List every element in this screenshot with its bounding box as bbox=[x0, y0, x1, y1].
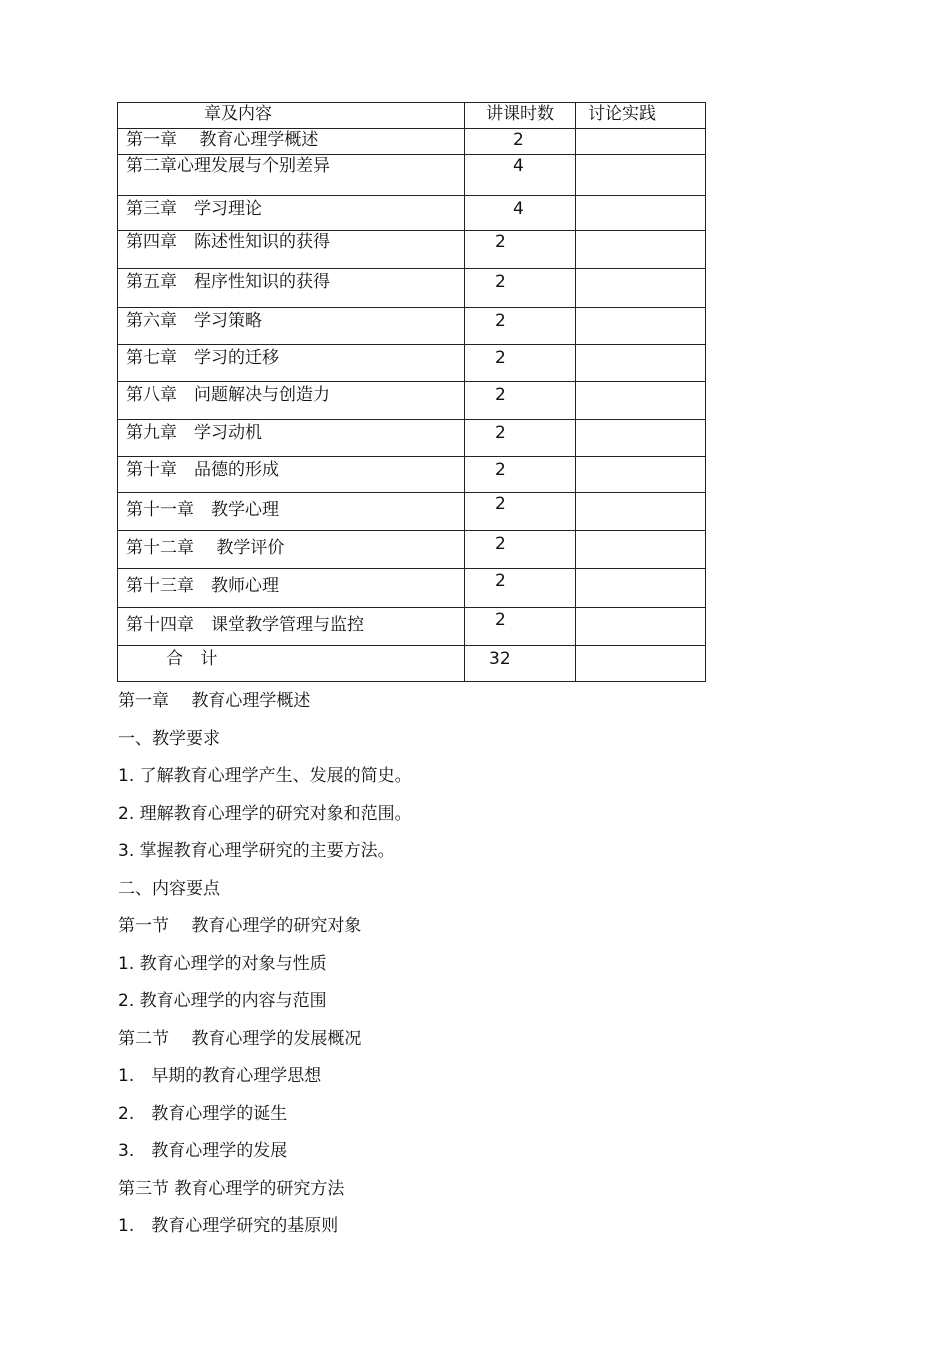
section-heading: 一、教学要求 bbox=[118, 728, 220, 749]
hours-cell: 2 bbox=[465, 129, 576, 155]
table-row bbox=[118, 493, 706, 531]
list-item: 3. 掌握教育心理学研究的主要方法。 bbox=[118, 841, 395, 861]
hours-cell: 2 bbox=[465, 345, 576, 382]
chapter-heading: 第一章 教育心理学概述 bbox=[118, 691, 311, 711]
practice-cell bbox=[576, 308, 706, 345]
total-label: 合 计 bbox=[118, 646, 465, 682]
practice-cell bbox=[576, 155, 706, 196]
header-hours: 讲课时数 bbox=[465, 103, 576, 129]
hours-cell: 2 bbox=[465, 420, 576, 457]
chapter-cell: 第八章 问题解决与创造力 bbox=[118, 382, 465, 420]
chapter-outline bbox=[118, 688, 818, 1251]
subsection-heading: 第三节 教育心理学的研究方法 bbox=[118, 1178, 345, 1199]
table-row bbox=[118, 420, 706, 457]
chapter-cell: 第十四章 课堂教学管理与监控 bbox=[118, 608, 465, 646]
hours-cell: 2 bbox=[465, 569, 576, 608]
list-item: 2. 理解教育心理学的研究对象和范围。 bbox=[118, 803, 412, 824]
practice-cell bbox=[576, 129, 706, 155]
subsection-heading: 第一节 教育心理学的研究对象 bbox=[118, 916, 362, 936]
list-item: 2. 教育心理学的内容与范围 bbox=[118, 991, 327, 1011]
chapter-cell: 第十一章 教学心理 bbox=[118, 493, 465, 531]
hours-cell: 2 bbox=[465, 457, 576, 493]
chapter-cell: 第六章 学习策略 bbox=[118, 308, 465, 345]
list-item: 1. 教育心理学研究的基原则 bbox=[118, 1216, 339, 1236]
header-practice: 讨论实践 bbox=[576, 103, 706, 129]
practice-cell bbox=[576, 231, 706, 269]
practice-cell bbox=[576, 608, 706, 646]
table-row bbox=[118, 308, 706, 345]
chapter-cell: 第四章 陈述性知识的获得 bbox=[118, 231, 465, 269]
chapter-cell: 第十三章 教师心理 bbox=[118, 569, 465, 608]
practice-cell bbox=[576, 420, 706, 457]
table-row bbox=[118, 269, 706, 308]
chapter-cell: 第九章 学习动机 bbox=[118, 420, 465, 457]
practice-cell bbox=[576, 569, 706, 608]
hours-cell: 2 bbox=[465, 231, 576, 269]
table-row bbox=[118, 196, 706, 231]
hours-cell: 2 bbox=[465, 308, 576, 345]
table-header-row bbox=[118, 103, 706, 129]
practice-cell bbox=[576, 457, 706, 493]
table-row bbox=[118, 345, 706, 382]
table-row bbox=[118, 608, 706, 646]
chapter-cell: 第五章 程序性知识的获得 bbox=[118, 269, 465, 308]
table-row bbox=[118, 457, 706, 493]
chapter-cell: 第一章 教育心理学概述 bbox=[118, 129, 465, 155]
list-item: 1. 早期的教育心理学思想 bbox=[118, 1066, 322, 1086]
total-hours: 32 bbox=[465, 646, 576, 682]
hours-cell: 4 bbox=[465, 155, 576, 196]
practice-cell bbox=[576, 493, 706, 531]
table-row bbox=[118, 231, 706, 269]
table-row bbox=[118, 382, 706, 420]
chapter-cell: 第三章 学习理论 bbox=[118, 196, 465, 231]
table-row bbox=[118, 129, 706, 155]
hours-cell: 4 bbox=[465, 196, 576, 231]
list-item: 1. 教育心理学的对象与性质 bbox=[118, 953, 327, 974]
chapter-cell: 第七章 学习的迁移 bbox=[118, 345, 465, 382]
hours-cell: 2 bbox=[465, 531, 576, 569]
section-heading: 二、内容要点 bbox=[118, 878, 220, 899]
chapter-cell: 第二章心理发展与个别差异 bbox=[118, 155, 465, 196]
practice-cell bbox=[576, 269, 706, 308]
subsection-heading: 第二节 教育心理学的发展概况 bbox=[118, 1028, 362, 1049]
course-hours-table bbox=[117, 102, 706, 682]
practice-cell bbox=[576, 646, 706, 682]
chapter-cell: 第十章 品德的形成 bbox=[118, 457, 465, 493]
hours-cell: 2 bbox=[465, 269, 576, 308]
table-row bbox=[118, 155, 706, 196]
list-item: 2. 教育心理学的诞生 bbox=[118, 1103, 288, 1124]
list-item: 1. 了解教育心理学产生、发展的简史。 bbox=[118, 766, 412, 786]
chapter-cell: 第十二章 教学评价 bbox=[118, 531, 465, 569]
practice-cell bbox=[576, 382, 706, 420]
header-chapter: 章及内容 bbox=[118, 103, 465, 129]
table-total-row bbox=[118, 646, 706, 682]
hours-cell: 2 bbox=[465, 608, 576, 646]
practice-cell bbox=[576, 531, 706, 569]
hours-cell: 2 bbox=[465, 382, 576, 420]
table-row bbox=[118, 531, 706, 569]
practice-cell bbox=[576, 196, 706, 231]
hours-cell: 2 bbox=[465, 493, 576, 531]
practice-cell bbox=[576, 345, 706, 382]
table-row bbox=[118, 569, 706, 608]
list-item: 3. 教育心理学的发展 bbox=[118, 1141, 288, 1161]
